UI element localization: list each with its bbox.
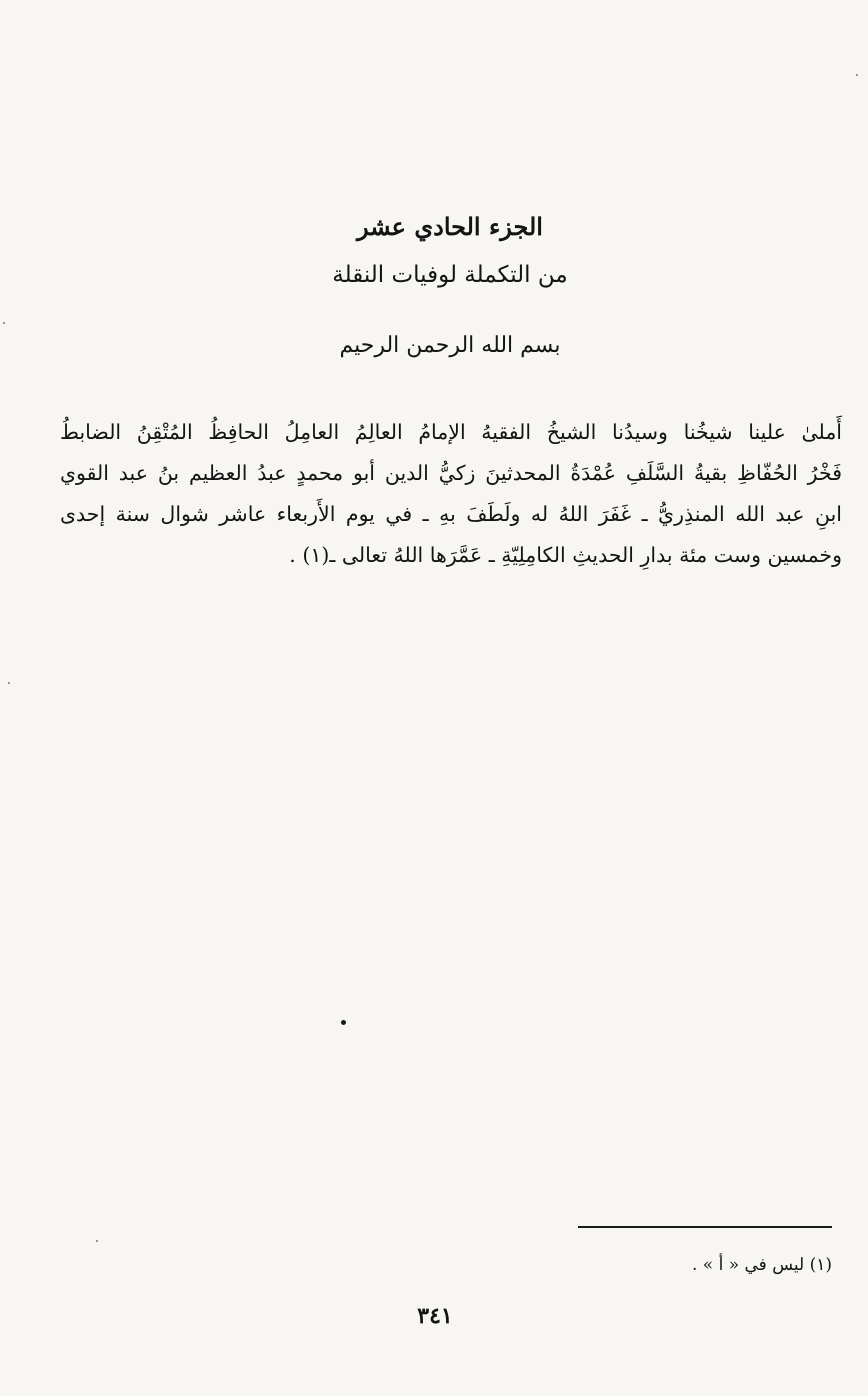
scan-speck [96, 1240, 98, 1242]
scan-speck [856, 74, 858, 76]
footnote-divider [578, 1226, 832, 1228]
scan-speck [3, 322, 5, 324]
part-title: الجزء الحادي عشر [357, 212, 543, 241]
book-title: من التكملة لوفيات النقلة [332, 262, 568, 288]
body-line-4: وخمسين وست مئة بدارِ الحديثِ الكامِلِيّةِ ـ عَمَّرَها اللهُ تعالى ـ(١) . [289, 543, 842, 567]
body-line-2: فَخْرُ الحُفّاظِ بقيةُ السَّلَفِ عُمْدَةُ المحدثينَ زكيُّ الدين أبو محمدٍ عبدُ العظيم بنُ عبد القوي [60, 461, 842, 485]
page-number: ٣٤١ [417, 1303, 453, 1329]
body-line-1: أَملىٰ علينا شيخُنا وسيدُنا الشيخُ الفقيهُ الإمامُ العالِمُ العامِلُ الحافِظُ المُتْقِنُ الضابطُ [60, 420, 842, 444]
body-line-3: ابنِ عبد الله المنذِريُّ ـ غَفَرَ اللهُ له ولَطَفَ بهِ ـ في يوم الأَربعاء عاشر شوال سنة إحدى [60, 502, 842, 526]
body-paragraph [60, 412, 842, 576]
ink-dot [341, 1020, 346, 1025]
basmala: بسم الله الرحمن الرحيم [339, 333, 561, 358]
footnote: (١) ليس في « أ » . [691, 1255, 832, 1275]
scan-speck [8, 682, 10, 684]
